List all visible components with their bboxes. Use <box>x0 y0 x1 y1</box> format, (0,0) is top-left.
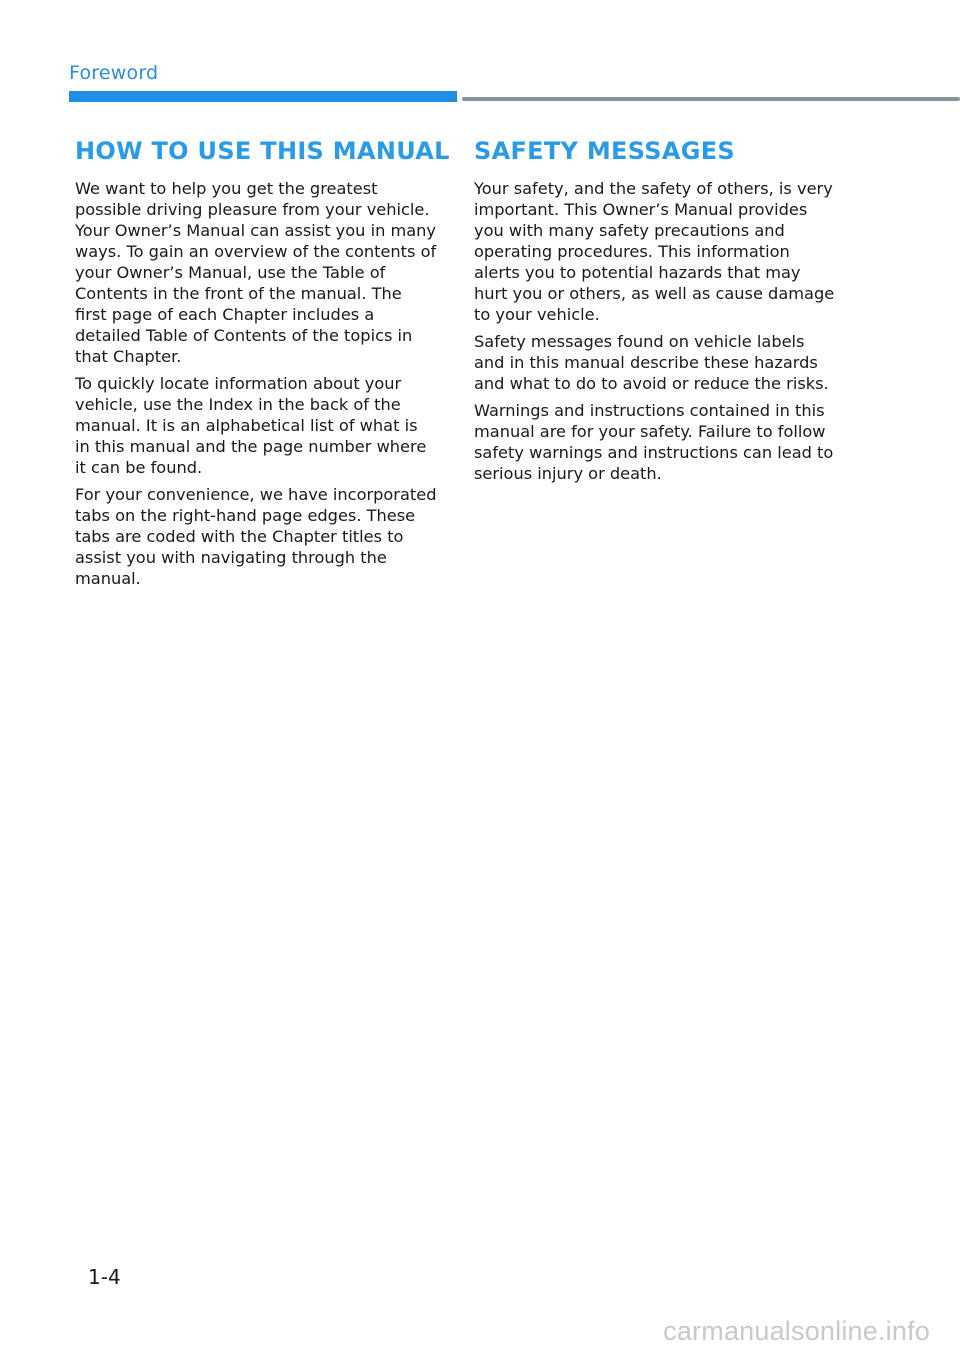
paragraph: Safety messages found on vehicle labels and in this manual describe these hazards and what to do to avoid or reduce the risks. <box>474 332 829 393</box>
paragraph: We want to help you get the greatest possible driving pleasure from your vehicle. Your Owner’s Manual can assist you in many ways. To gain an overview of the contents of your Owner’s Manual, use the Table of Contents in the front of the manual. The first page of each Chapter includes a detailed Table of Contents of the topics in that Chapter. <box>75 179 437 366</box>
section-heading-how-to-use: HOW TO USE THIS MANUAL <box>75 137 450 165</box>
right-column <box>474 134 836 490</box>
paragraph: Warnings and instructions contained in this manual are for your safety. Failure to follow safety warnings and instructions can lead to serious injury or death. <box>474 401 834 483</box>
page-number: 1-4 <box>88 1265 121 1289</box>
running-header-title: Foreword <box>69 62 159 84</box>
left-column <box>75 134 450 595</box>
watermark-link[interactable]: carmanualsonline.info <box>663 1316 930 1346</box>
paragraph: To quickly locate information about your vehicle, use the Index in the back of the manual. It is an alphabetical list of what is in this manual and the page number where it can be found. <box>75 374 427 477</box>
paragraph: Your safety, and the safety of others, is very important. This Owner’s Manual provides you with many safety precautions and operating procedures. This information alerts you to potential hazards that may hurt you or others, as well as cause damage to your vehicle. <box>474 179 835 324</box>
header-rule-blue <box>69 91 457 102</box>
header-rule-gray <box>462 97 960 101</box>
section-heading-safety-messages: SAFETY MESSAGES <box>474 137 735 165</box>
paragraph: For your convenience, we have incorporated tabs on the right-hand page edges. These tabs are coded with the Chapter titles to assist you with navigating through the manual. <box>75 485 437 588</box>
